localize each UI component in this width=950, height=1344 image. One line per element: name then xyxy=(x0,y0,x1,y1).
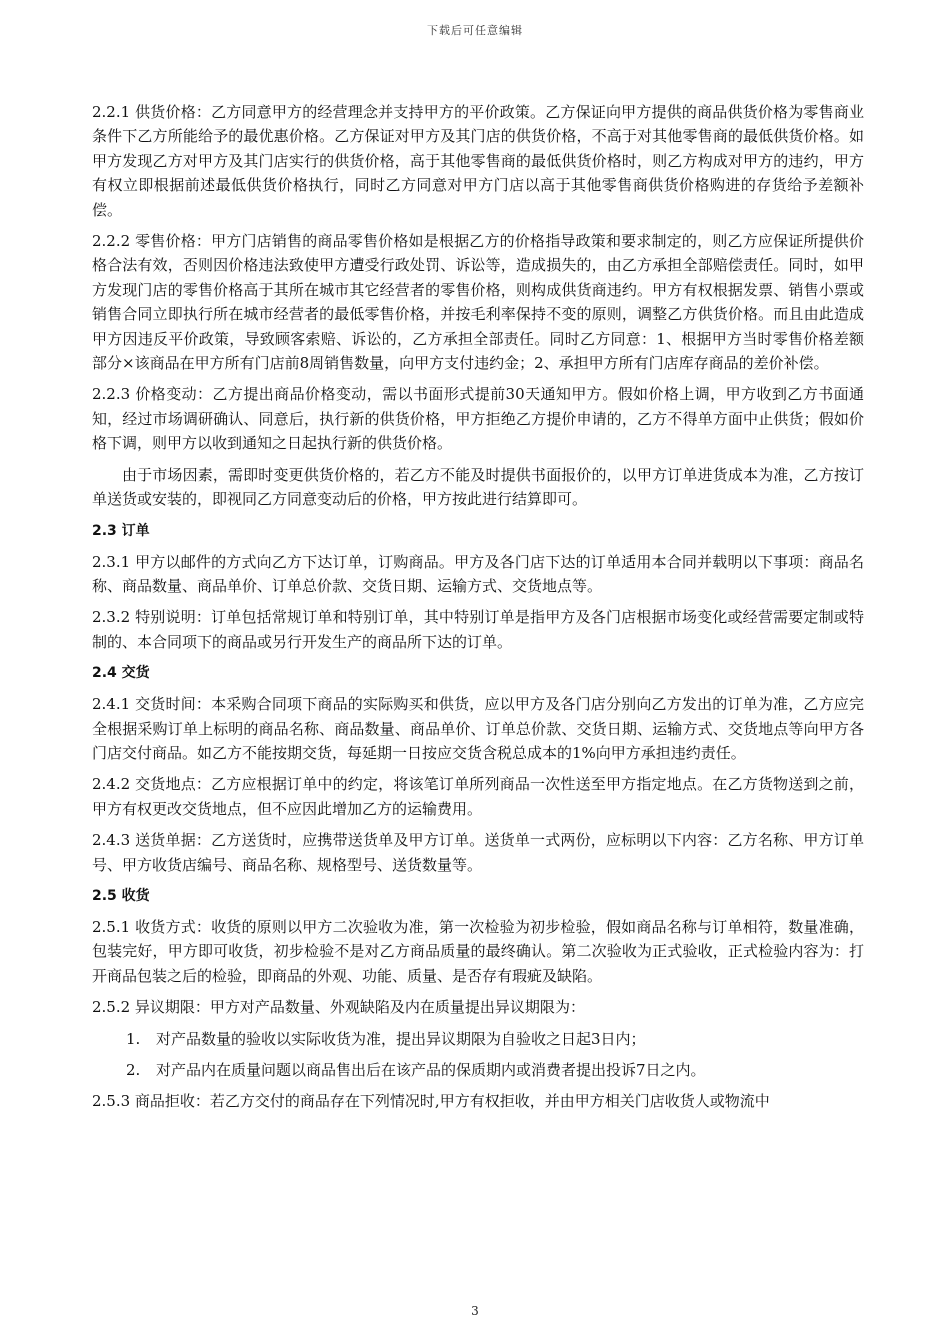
paragraph: 2.4.1 交货时间：本采购合同项下商品的实际购买和供货，应以甲方及各门店分别向乙方发出的订单为准，乙方应完全根据采购订单上标明的商品名称、商品数量、商品单价、订单总价款、交货日期、运输方式、交货地点等向甲方各门店交付商品。如乙方不能按期交货，每延期一日按应交货含税总成本的1%向甲方承担违约责任。 xyxy=(92,695,864,762)
list-item-number: 1. xyxy=(126,1029,141,1048)
list-item-text: 对产品内在质量问题以商品售出后在该产品的保质期内或消费者提出投诉7日之内。 xyxy=(156,1061,706,1079)
section-heading: 2.5 收货 xyxy=(92,887,150,904)
page-number: 3 xyxy=(471,1304,479,1318)
section-heading: 2.4 交货 xyxy=(92,665,150,682)
paragraph: 2.5.2 异议期限：甲方对产品数量、外观缺陷及内在质量提出异议期限为： xyxy=(92,998,585,1017)
paragraph: 2.3.1 甲方以邮件的方式向乙方下达订单，订购商品。甲方及各门店下达的订单适用本合同并载明以下事项：商品名称、商品数量、商品单价、订单总价款、交货日期、运输方式、交货地点等。 xyxy=(92,552,864,595)
section-heading: 2.3 订单 xyxy=(92,522,150,539)
paragraph: 2.3.2 特别说明：订单包括常规订单和特别订单，其中特别订单是指甲方及各门店根据市场变化或经营需要定制或特制的、本合同项下的商品或另行开发生产的商品所下达的订单。 xyxy=(92,608,864,651)
paragraph: 2.4.2 交货地点：乙方应根据订单中的约定，将该笔订单所列商品一次性送至甲方指定地点。在乙方货物送到之前，甲方有权更改交货地点，但不应因此增加乙方的运输费用。 xyxy=(92,775,864,818)
paragraph: 2.2.3 价格变动：乙方提出商品价格变动，需以书面形式提前30天通知甲方。假如价格上调，甲方收到乙方书面通知，经过市场调研确认、同意后，执行新的供货价格，甲方拒绝乙方提价申请的，乙方不得单方面中止供货；假如价格下调，则甲方以收到通知之日起执行新的供货价格。 xyxy=(92,385,864,453)
paragraph: 2.5.1 收货方式：收货的原则以甲方二次验收为准，第一次检验为初步检验，假如商品名称与订单相符，数量准确，包装完好，甲方即可收货，初步检验不是对乙方商品质量的最终确认。第二次验收为正式验收，正式检验内容为：打开商品包装之后的检验，即商品的外观、功能、质量、是否存有瑕疵及缺陷。 xyxy=(92,917,864,985)
paragraph: 2.4.3 送货单据：乙方送货时，应携带送货单及甲方订单。送货单一式两份，应标明以下内容：乙方名称、甲方订单号、甲方收货店编号、商品名称、规格型号、送货数量等。 xyxy=(92,831,864,874)
list-item-text: 对产品数量的验收以实际收货为准，提出异议期限为自验收之日起3日内； xyxy=(156,1029,646,1048)
paragraph: 2.2.2 零售价格：甲方门店销售的商品零售价格如是根据乙方的价格指导政策和要求制定的，则乙方应保证所提供价格合法有效，否则因价格违法致使甲方遭受行政处罚、诉讼等，造成损失的，由乙方承担全部赔偿责任。同时，如甲方发现门店的零售价格高于其所在城市其它经营者的零售价格，则构成供货商违约。甲方有权根据发票、销售小票或销售合同立即执行所在城市经营者的最低零售价格，并按毛利率保持不变的原则，调整乙方供货价格。而且由此造成甲方因违反平价政策，导致顾客索赔、诉讼的，乙方承担全部责任。同时乙方同意：1、根据甲方当时零售价格差额部分×该商品在甲方所有门店前8周销售数量，向甲方支付违约金；2、承担甲方所有门店库存商品的差价补偿。 xyxy=(92,232,864,373)
paragraph: 2.2.1 供货价格：乙方同意甲方的经营理念并支持甲方的平价政策。乙方保证向甲方提供的商品供货价格为零售商业条件下乙方所能给予的最优惠价格。乙方保证对甲方及其门店的供货价格，不高于对其他零售商的最低供货价格。如甲方发现乙方对甲方及其门店实行的供货价格，高于其他零售商的最低供货价格时，则乙方构成对甲方的违约，甲方有权立即根据前述最低供货价格执行，同时乙方同意对甲方门店以高于其他零售商供货价格购进的存货给予差额补偿。 xyxy=(92,103,864,219)
paragraph: 由于市场因素，需即时变更供货价格的，若乙方不能及时提供书面报价的，以甲方订单进货成本为准，乙方按订单送货或安装的，即视同乙方同意变动后的价格，甲方按此进行结算即可。 xyxy=(92,465,864,509)
page-header: 下载后可任意编辑 xyxy=(427,24,523,37)
list-item xyxy=(126,1058,864,1082)
list-item-number: 2. xyxy=(126,1061,141,1079)
document-body xyxy=(92,100,864,1121)
list-item xyxy=(126,1027,864,1051)
paragraph: 2.5.3 商品拒收：若乙方交付的商品存在下列情况时,甲方有权拒收，并由甲方相关门店收货人或物流中 xyxy=(92,1092,770,1111)
